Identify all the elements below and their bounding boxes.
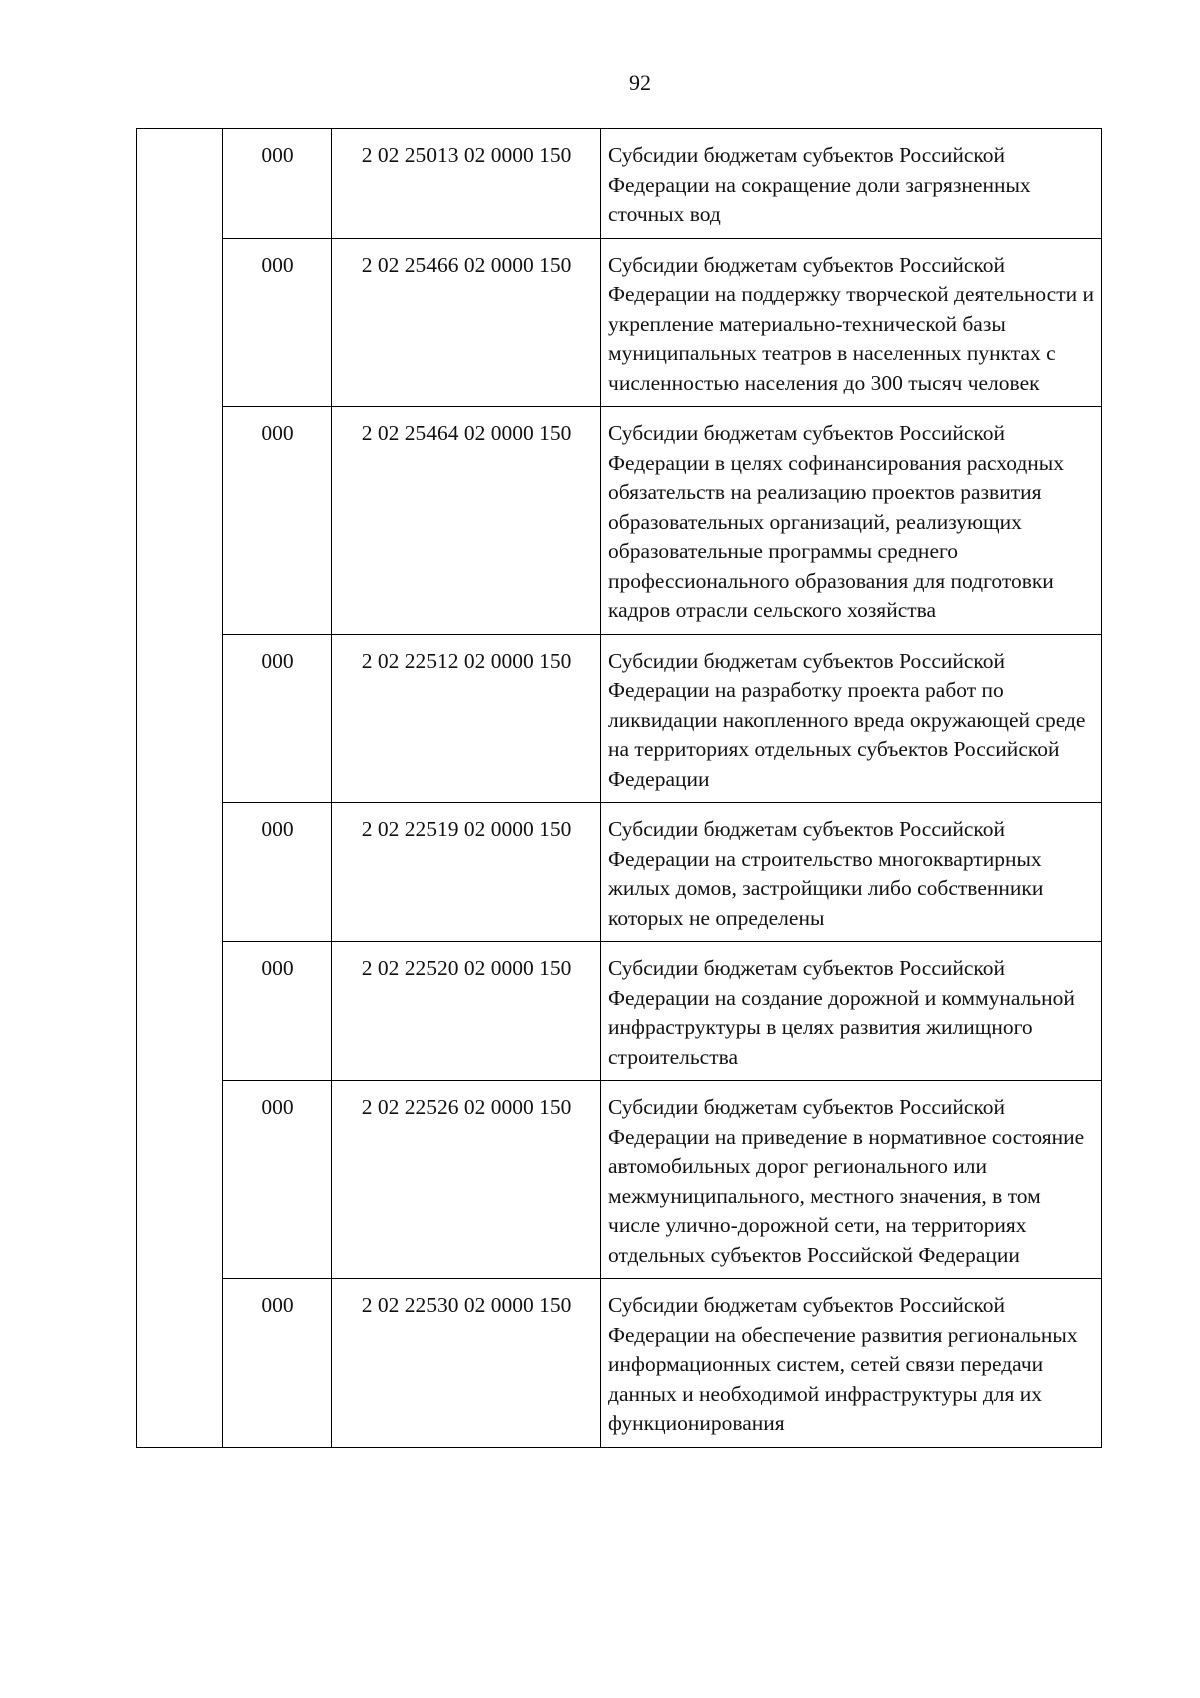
- empty-section-cell: [137, 129, 223, 1448]
- admin-code-cell: 000: [223, 803, 332, 942]
- budget-code-cell: 2 02 22526 02 0000 150: [332, 1081, 601, 1279]
- income-description-cell: Субсидии бюджетам субъектов Российской Федерации на приведение в нормативное состояние автомобильных дорог регионального или межмуниципального, местного значения, в том числе улично-дорожной сети, на территориях отдельных субъектов Российской Федерации: [601, 1081, 1102, 1279]
- income-description-cell: Субсидии бюджетам субъектов Российской Федерации на поддержку творческой деятельности и укрепление материально-технической базы муниципальных театров в населенных пунктах с численностью населения до 300 тысяч человек: [601, 238, 1102, 407]
- budget-code-cell: 2 02 22519 02 0000 150: [332, 803, 601, 942]
- admin-code-cell: 000: [223, 634, 332, 803]
- admin-code-cell: 000: [223, 129, 332, 239]
- income-description-cell: Субсидии бюджетам субъектов Российской Федерации на разработку проекта работ по ликвидации накопленного вреда окружающей среде на территориях отдельных субъектов Российской Федерации: [601, 634, 1102, 803]
- income-description-cell: Субсидии бюджетам субъектов Российской Федерации на обеспечение развития региональных информационных систем, сетей связи передачи данных и необходимой инфраструктуры для их функционирования: [601, 1279, 1102, 1448]
- table-row: [137, 803, 1102, 942]
- admin-code-cell: 000: [223, 1279, 332, 1448]
- budget-code-cell: 2 02 25013 02 0000 150: [332, 129, 601, 239]
- admin-code-cell: 000: [223, 407, 332, 635]
- budget-code-cell: 2 02 25464 02 0000 150: [332, 407, 601, 635]
- budget-code-cell: 2 02 25466 02 0000 150: [332, 238, 601, 407]
- table-row: [137, 238, 1102, 407]
- budget-code-cell: 2 02 22520 02 0000 150: [332, 942, 601, 1081]
- table-row: [137, 129, 1102, 239]
- table-body: [137, 129, 1102, 1448]
- budget-classification-table: [136, 128, 1102, 1448]
- table-row: [137, 634, 1102, 803]
- admin-code-cell: 000: [223, 238, 332, 407]
- income-description-cell: Субсидии бюджетам субъектов Российской Федерации на создание дорожной и коммунальной инфраструктуры в целях развития жилищного строительства: [601, 942, 1102, 1081]
- admin-code-cell: 000: [223, 1081, 332, 1279]
- budget-code-cell: 2 02 22512 02 0000 150: [332, 634, 601, 803]
- income-description-cell: Субсидии бюджетам субъектов Российской Федерации на строительство многоквартирных жилых домов, застройщики либо собственники которых не определены: [601, 803, 1102, 942]
- income-description-cell: Субсидии бюджетам субъектов Российской Федерации на сокращение доли загрязненных сточных вод: [601, 129, 1102, 239]
- admin-code-cell: 000: [223, 942, 332, 1081]
- table-row: [137, 942, 1102, 1081]
- table-row: [137, 1081, 1102, 1279]
- page-number: 92: [629, 70, 651, 95]
- table-row: [137, 1279, 1102, 1448]
- table-row: [137, 407, 1102, 635]
- budget-code-cell: 2 02 22530 02 0000 150: [332, 1279, 601, 1448]
- income-description-cell: Субсидии бюджетам субъектов Российской Федерации в целях софинансирования расходных обязательств на реализацию проектов развития образовательных организаций, реализующих образовательные программы среднего профессионального образования для подготовки кадров отрасли сельского хозяйства: [601, 407, 1102, 635]
